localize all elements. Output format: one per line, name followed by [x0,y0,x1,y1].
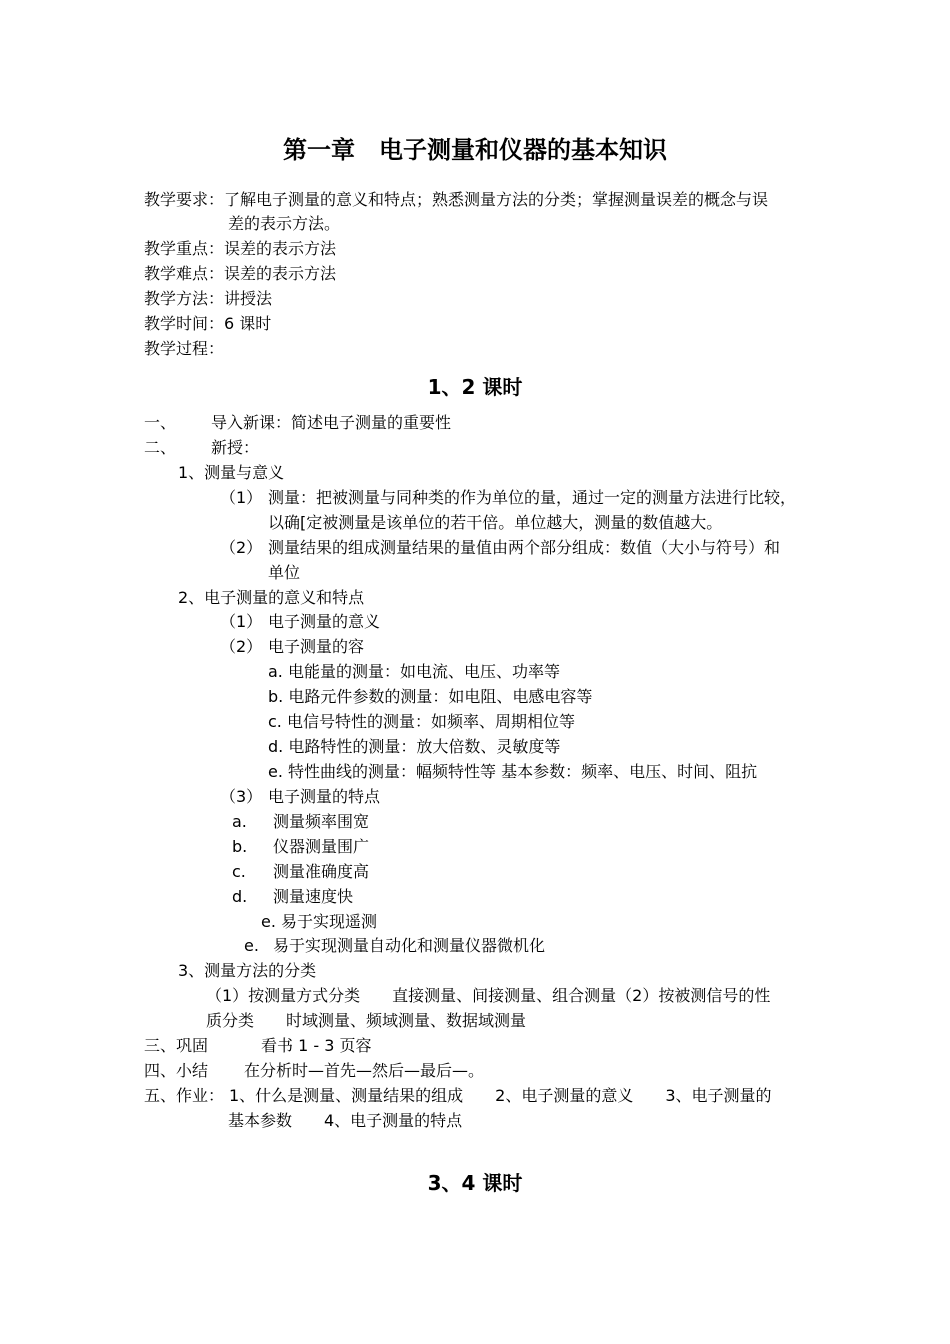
feature-e2-num: e. [244,936,259,955]
topic-2-3-num: （3） [220,787,263,806]
content-item-c: c. 电信号特性的测量：如频率、周期相位等 [268,712,575,731]
review-text: 看书 1 - 3 页容 [261,1036,372,1055]
new-lesson-num: 二、 [144,438,177,457]
topic-1-2-num: （2） [220,538,263,557]
new-lesson-text: 新授： [211,438,260,457]
feature-d-num: d. [232,887,248,906]
topic-3-line1: （1）按测量方式分类 直接测量、间接测量、组合测量（2）按被测信号的性 [206,986,771,1005]
time-label: 教学时间： [144,314,225,333]
review-label: 三、巩固 [144,1036,209,1055]
intro-text: 导入新课：简述电子测量的重要性 [211,413,452,432]
topic-1-2-line2: 单位 [268,563,301,582]
difficulty-value: 误差的表示方法 [224,264,337,283]
focus-label: 教学重点： [144,239,225,258]
intro-num: 一、 [144,413,177,432]
topic-2-1-num: （1） [220,612,263,631]
topic-2-heading: 2、电子测量的意义和特点 [178,588,365,607]
homework-label: 五、作业： [144,1086,225,1105]
topic-1-2-line1: 测量结果的组成测量结果的量值由两个部分组成：数值（大小与符号）和 [268,538,781,557]
topic-1-1-line1: 测量：把被测量与同种类的作为单位的量，通过一定的测量方法进行比较， [268,488,797,507]
teaching-method [144,289,272,309]
teaching-process-label: 教学过程： [144,339,225,358]
time-value: 6 课时 [224,314,272,333]
topic-3-line2: 质分类 时域测量、频域测量、数据域测量 [206,1011,527,1030]
feature-b-num: b. [232,837,248,856]
method-label: 教学方法： [144,289,225,308]
homework-line1: 1、什么是测量、测量结果的组成 2、电子测量的意义 3、电子测量的 [229,1086,772,1105]
feature-a-num: a. [232,812,247,831]
feature-c-num: c. [232,862,246,881]
feature-c-text: 测量准确度高 [273,862,370,881]
feature-a-text: 测量频率围宽 [273,812,370,831]
teaching-requirement [144,190,768,210]
topic-1-1-line2: 以确[定被测量是该单位的若干倍。单位越大，测量的数值越大。 [268,513,723,532]
section-heading-3-4: 3、4 课时 [427,1171,523,1195]
difficulty-label: 教学难点： [144,264,225,283]
feature-d-text: 测量速度快 [273,887,354,906]
topic-3-heading: 3、测量方法的分类 [178,961,317,980]
feature-e1-text: e. 易于实现遥测 [261,912,378,931]
teaching-difficulty [144,264,336,284]
topic-1-heading: 1、测量与意义 [178,463,285,482]
focus-value: 误差的表示方法 [224,239,337,258]
topic-1-1-num: （1） [220,488,263,507]
method-value: 讲授法 [224,289,273,308]
requirement-label: 教学要求： [144,190,225,209]
content-item-b: b. 电路元件参数的测量：如电阻、电感电容等 [268,687,593,706]
requirement-text-line2: 差的表示方法。 [228,214,341,233]
requirement-text-line1: 了解电子测量的意义和特点；熟悉测量方法的分类；掌握测量误差的概念与误 [224,190,769,209]
content-item-d: d. 电路特性的测量：放大倍数、灵敏度等 [268,737,561,756]
summary-label: 四、小结 [144,1061,209,1080]
topic-2-2-num: （2） [220,637,263,656]
chapter-title: 第一章 电子测量和仪器的基本知识 [283,136,667,164]
teaching-focus [144,239,336,259]
feature-e2-text: 易于实现测量自动化和测量仪器微机化 [273,936,546,955]
homework-line2: 基本参数 4、电子测量的特点 [228,1111,463,1130]
section-heading-1-2: 1、2 课时 [427,375,523,399]
teaching-time [144,314,271,334]
topic-2-3-text: 电子测量的特点 [268,787,381,806]
feature-b-text: 仪器测量围广 [273,837,370,856]
topic-2-2-text: 电子测量的容 [268,637,365,656]
summary-text: 在分析时—首先—然后—最后—。 [244,1061,485,1080]
topic-2-1-text: 电子测量的意义 [268,612,381,631]
content-item-e: e. 特性曲线的测量：幅频特性等 基本参数：频率、电压、时间、阻抗 [268,762,758,781]
content-item-a: a. 电能量的测量：如电流、电压、功率等 [268,662,560,681]
